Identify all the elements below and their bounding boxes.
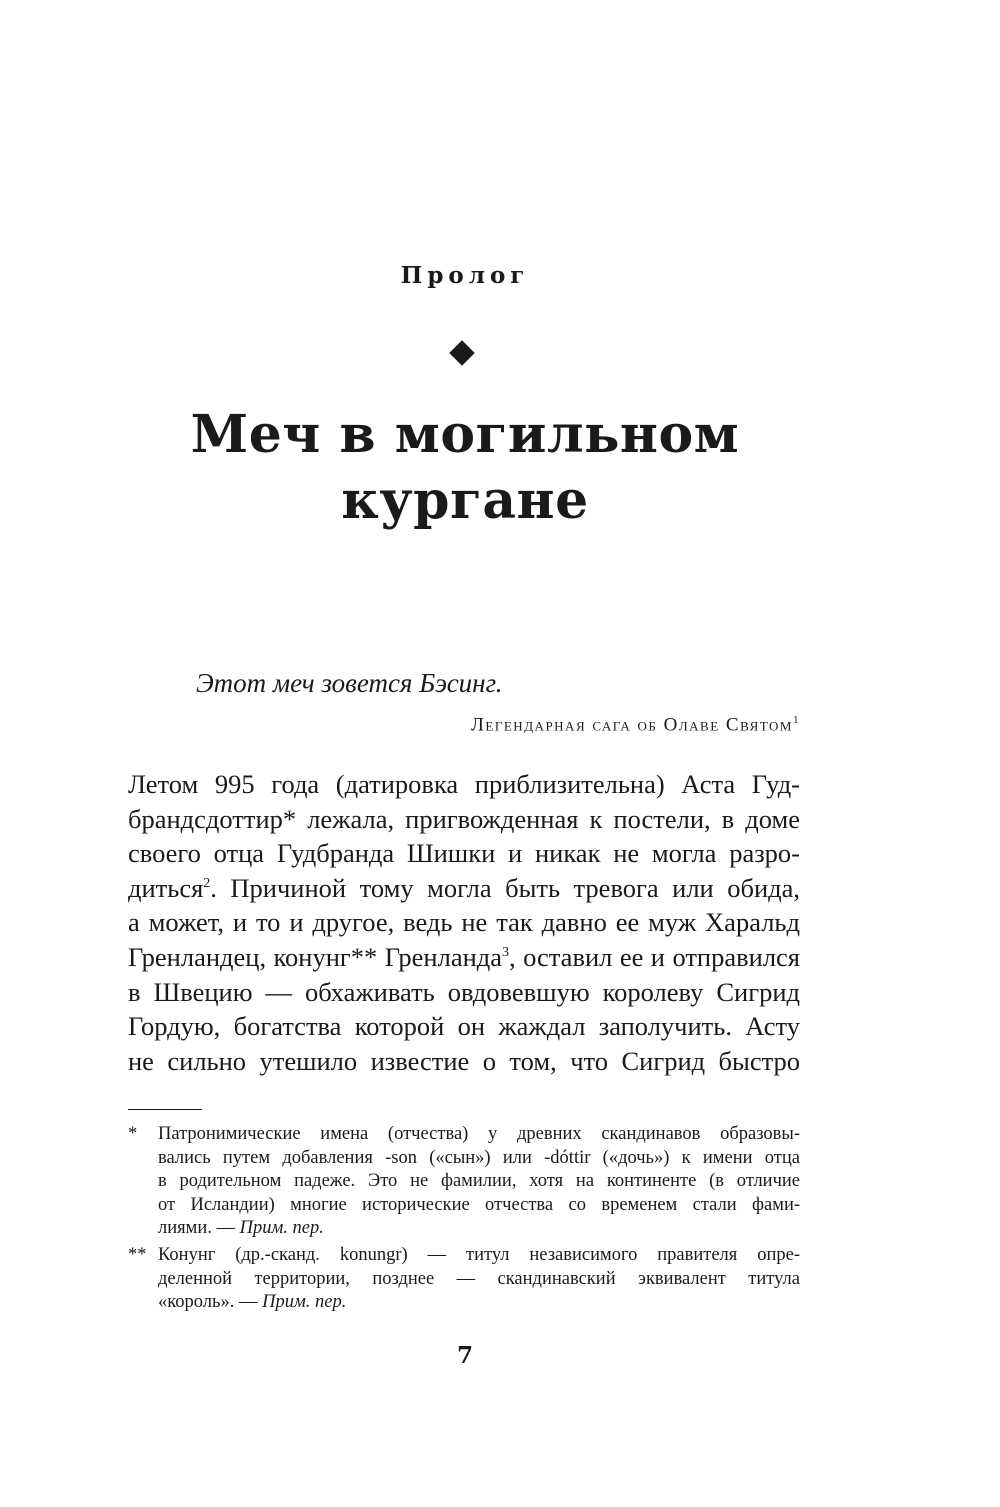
footnote-line: вались путем добавления -son («сын») или -dóttir («дочь») к имени отца: [158, 1147, 800, 1168]
footnote-line: деленной территории, позднее — скандинавский эквивалент титула: [158, 1268, 800, 1289]
footnote-line: [158, 1291, 800, 1315]
footnote-line: в родительном падеже. Это не фамилии, хотя на континенте (в отличие: [158, 1171, 800, 1192]
footnote-line: [158, 1217, 800, 1241]
footnote-marker: *: [128, 1124, 138, 1144]
footnote-line: от Исландии) многие исторические отчества со временем стали фами-: [158, 1194, 800, 1215]
body-line: а может, и то и другое, ведь не так давно ее муж Харальд: [128, 907, 800, 938]
chapter-title: [0, 402, 930, 534]
body-line: в Швецию — обхаживать овдовевшую королеву Сигрид: [128, 976, 800, 1007]
footnote-text-fragment: лиями. —: [158, 1218, 240, 1239]
chapter-label: Пролог: [400, 262, 530, 289]
footnote-ref: 3: [502, 945, 510, 961]
footnote-line: Патронимические имена (отчества) у древних скандинавов образовы-: [158, 1124, 800, 1144]
body-text-fragment: , оставил ее и отправился: [509, 941, 800, 972]
epigraph-source-text: Легендарная сага об Олаве Святом: [471, 714, 793, 736]
page-number: 7: [456, 1342, 473, 1369]
body-line: не сильно утешило известие о том, что Сигрид быстро: [128, 1045, 800, 1076]
footnote-ref: 2: [203, 875, 211, 891]
body-line: брандсдоттир* лежала, пригвожденная к постели, в доме: [128, 803, 800, 834]
body-paragraph: [128, 767, 800, 1078]
footnote-text: [158, 1244, 800, 1315]
footnote-separator: [128, 1109, 202, 1110]
body-text-fragment: Гренландец, конунг** Гренланда: [128, 941, 503, 972]
chapter-title-line: Меч в могильном: [190, 404, 740, 465]
translator-note-tag: Прим. пер.: [239, 1218, 324, 1239]
translator-note-tag: Прим. пер.: [262, 1292, 347, 1313]
body-line: [128, 940, 800, 975]
chapter-title-line: кургане: [341, 470, 589, 531]
epigraph-quote: Этот меч зовется Бэсинг.: [196, 668, 503, 698]
body-line: [128, 871, 800, 906]
footnote: [128, 1123, 800, 1241]
footnote-text-fragment: «король». —: [158, 1292, 263, 1313]
footnote-text: [158, 1123, 800, 1241]
footnote-ref: 1: [793, 714, 800, 726]
body-text-fragment: . Причиной тому могла быть тревога или обида,: [210, 872, 800, 903]
body-line: Летом 995 года (датировка приблизительна) Аста Гуд-: [128, 769, 800, 799]
body-line: Гордую, богатства которой он жаждал заполучить. Асту: [128, 1011, 800, 1042]
body-line: своего отца Гудбранда Шишки и никак не могла разро-: [128, 838, 800, 869]
footnote-line: Конунг (др.-сканд. konungr) — титул независимого правителя опре-: [158, 1245, 800, 1265]
body-text-fragment: диться: [128, 872, 204, 903]
epigraph-source: [471, 714, 800, 736]
diamond-ornament-icon: [449, 340, 474, 365]
footnote: [128, 1244, 800, 1315]
footnote-marker: **: [128, 1245, 147, 1265]
